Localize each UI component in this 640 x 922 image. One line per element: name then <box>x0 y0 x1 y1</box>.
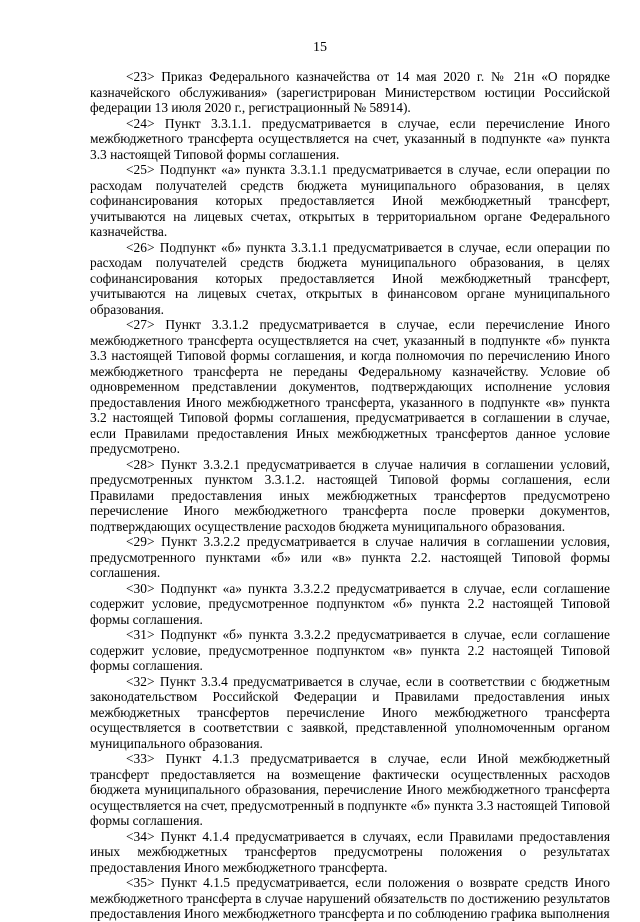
footnote-32: <32> Пункт 3.3.4 предусматривается в случае, если в соответствии с бюджетным законодательством Российской Федерации и Правилами предоставления иных межбюджетных трансфертов перечисление Иного межбюджетного трансферта осуществляется в соответствии с заявкой, представленной уполномоченным органом муниципального образования. <box>90 673 610 751</box>
footnote-31: <31> Подпункт «б» пункта 3.3.2.2 предусматривается в случае, если соглашение содержит условие, предусмотренное подпунктом «в» пункта 2.2 настоящей Типовой формы соглашения. <box>90 627 610 673</box>
footnote-30: <30> Подпункт «а» пункта 3.3.2.2 предусматривается в случае, если соглашение содержит условие, предусмотренное подпунктом «б» пункта 2.2 настоящей Типовой формы соглашения. <box>90 580 610 627</box>
footnote-25: <25> Подпункт «а» пункта 3.3.1.1 предусматривается в случае, если операции по расходам получателей средств бюджета муниципального образования, в целях софинансирования которых предоставляется Иной межбюджетный трансферт, учитываются на лицевых счетах, открытых в территориальном органе Федерального казначейства. <box>90 162 610 239</box>
footnote-27: <27> Пункт 3.3.1.2 предусматривается в случае, если перечисление Иного межбюджетного трансферта осуществляется на счет, указанный в подпункте «б» пункта 3.3 настоящей Типовой формы соглашения, и когда полномочия по перечислению Иного межбюджетного трансферта не переданы Федеральному казначейству. Условие об одновременном представлении документов, подтверждающих исполнение условия предоставления Иного межбюджетного трансферта, указанного в подпункте «в» пункта 3.2 настоящей Типовой формы соглашения, предусматривается в соглашении в случае, если Правилами предоставления Иных межбюджетных трансфертов данное условие предусмотрено. <box>90 317 610 456</box>
page-number: 15 <box>313 40 327 55</box>
footnote-23: <23> Приказ Федерального казначейства от 14 мая 2020 г. № 21н «О порядке казначейского обслуживания» (зарегистрирован Министерством юстиции Российской федерации 13 июля 2020 г., регистрационный № 58914). <box>90 69 610 115</box>
footnote-24: <24> Пункт 3.3.1.1. предусматривается в случае, если перечисление Иного межбюджетного трансферта осуществляется на счет, указанный в подпункте «а» пункта 3.3 настоящей Типовой формы соглашения. <box>90 115 610 162</box>
footnote-29: <29> Пункт 3.3.2.2 предусматривается в случае наличия в соглашении условия, предусмотренного пунктами «б» или «в» пункта 2.2. настоящей Типовой формы соглашения. <box>90 534 610 580</box>
footnote-28: <28> Пункт 3.3.2.1 предусматривается в случае наличия в соглашении условий, предусмотренных пунктом 3.3.1.2. настоящей Типовой формы соглашения, если Правилами предоставления иных межбюджетных трансфертов предусмотрено перечисление Иного межбюджетного трансферта после проверки документов, подтверждающих осуществление расходов бюджета муниципального образования. <box>90 456 610 534</box>
footnote-35: <35> Пункт 4.1.5 предусматривается, если положения о возврате средств Иного межбюджетного трансферта в случае нарушений обязательств по достижению результатов предоставления Иного межбюджетного трансферта и по соблюдению графика выполнения <box>90 875 610 921</box>
footnotes-block <box>90 69 610 922</box>
footnote-34: <34> Пункт 4.1.4 предусматривается в случаях, если Правилами предоставления иных межбюджетных трансфертов предусмотрены положения о результатах предоставления Иного межбюджетного трансферта. <box>90 828 610 875</box>
footnote-26: <26> Подпункт «б» пункта 3.3.1.1 предусматривается в случае, если операции по расходам получателей средств бюджета муниципального образования, в целях софинансирования которых предоставляется Иной межбюджетный трансферт, учитываются на лицевых счетах, открытых в финансовом органе муниципального образования. <box>90 239 610 317</box>
footnote-33: <33> Пункт 4.1.3 предусматривается в случае, если Иной межбюджетный трансферт предоставляется на возмещение фактически осуществленных расходов бюджета муниципального образования, перечисление Иного межбюджетного трансферта осуществляется на счет, предусмотренный в подпункте «б» пункта 3.3 настоящей Типовой формы соглашения. <box>90 751 610 828</box>
